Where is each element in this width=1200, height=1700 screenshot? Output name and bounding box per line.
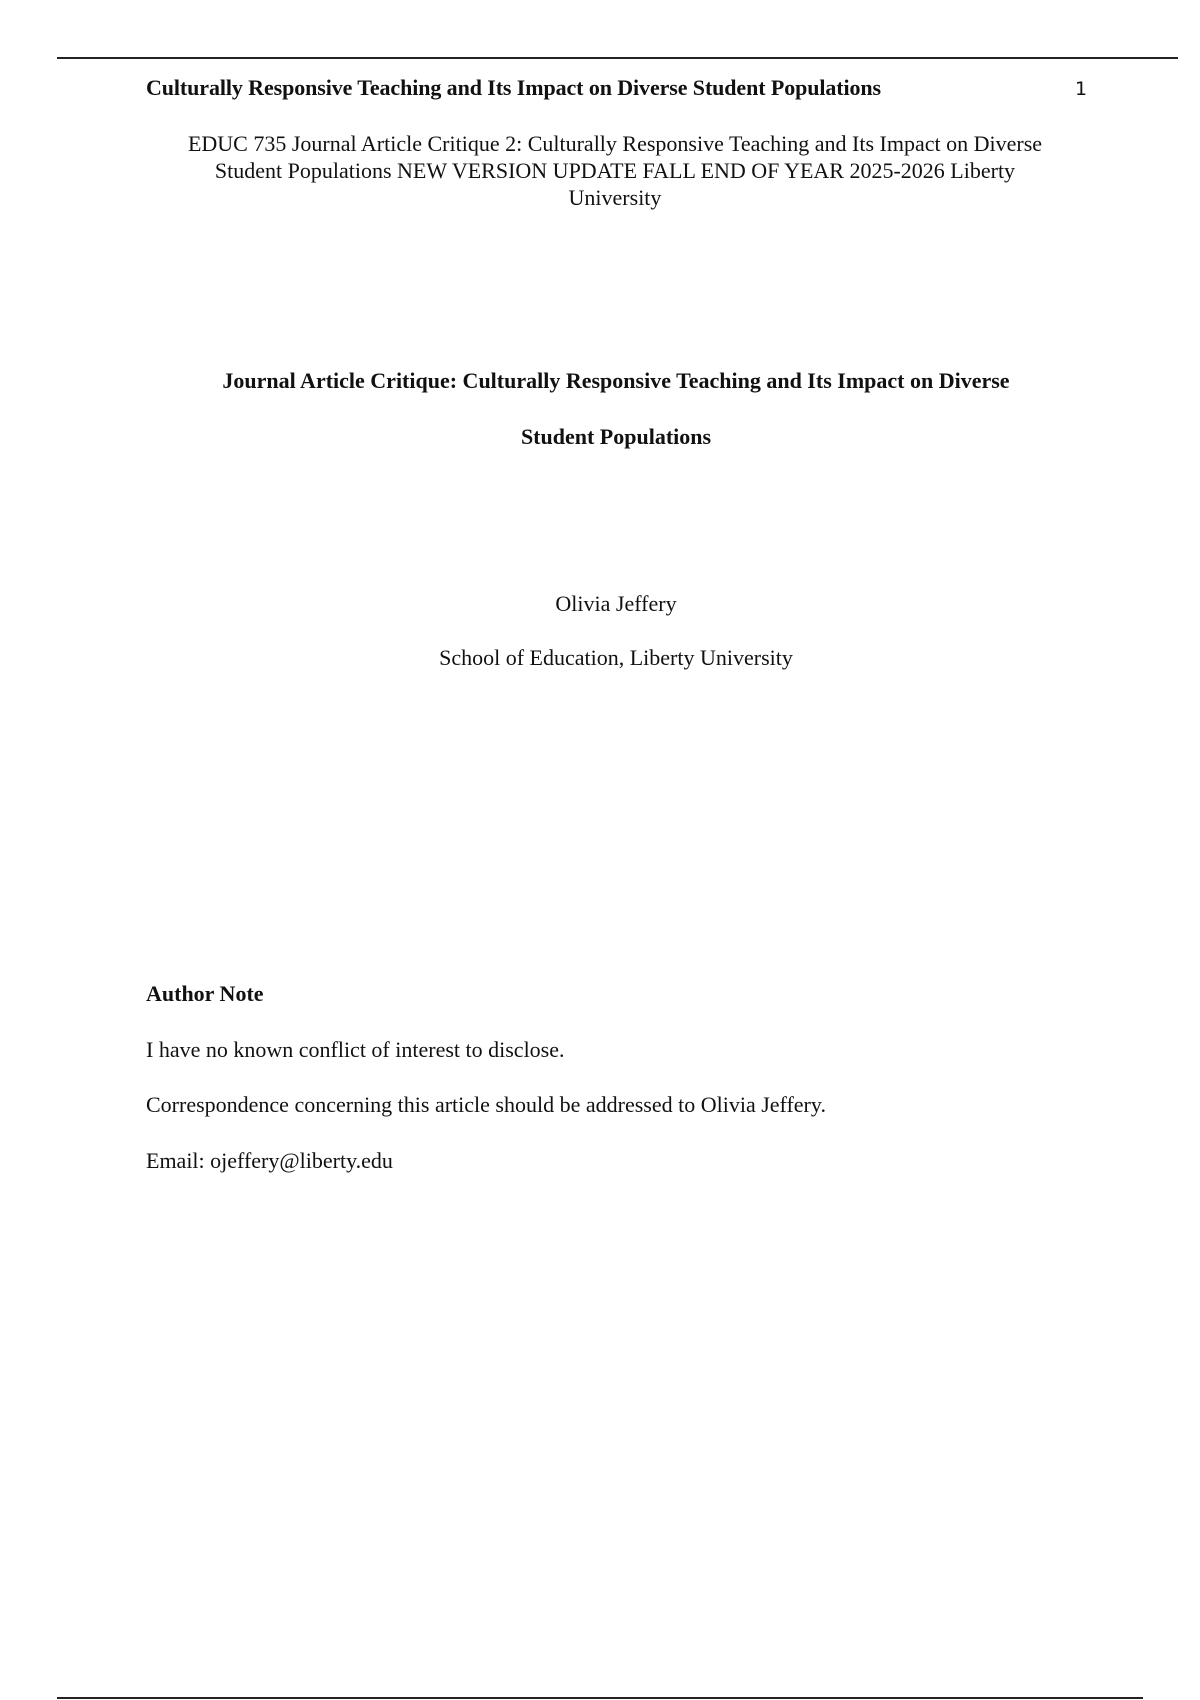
document-header-line: EDUC 735 Journal Article Critique 2: Culturally Responsive Teaching and Its Impact on Diverse bbox=[187, 131, 1043, 156]
author-note-heading: Author Note bbox=[146, 981, 264, 1006]
bottom-rule bbox=[57, 1697, 1143, 1699]
paper-title-line-1: Journal Article Critique: Culturally Responsive Teaching and Its Impact on Diverse bbox=[222, 368, 1010, 393]
paper-title-line-2: Student Populations bbox=[520, 424, 712, 449]
page-number: 1 bbox=[1075, 78, 1088, 100]
document-header bbox=[140, 130, 1090, 211]
author-affiliation: School of Education, Liberty University bbox=[439, 645, 793, 670]
top-rule bbox=[57, 57, 1178, 59]
correspondence-statement: Correspondence concerning this article should be addressed to Olivia Jeffery. bbox=[146, 1092, 826, 1117]
document-header-line: Student Populations NEW VERSION UPDATE FALL END OF YEAR 2025-2026 Liberty bbox=[214, 158, 1016, 183]
conflict-of-interest-statement: I have no known conflict of interest to disclose. bbox=[146, 1037, 565, 1062]
email-line: Email: ojeffery@liberty.edu bbox=[146, 1148, 393, 1173]
author-name: Olivia Jeffery bbox=[555, 591, 677, 616]
running-head: Culturally Responsive Teaching and Its Impact on Diverse Student Populations bbox=[146, 75, 882, 100]
document-header-line: University bbox=[568, 185, 662, 210]
